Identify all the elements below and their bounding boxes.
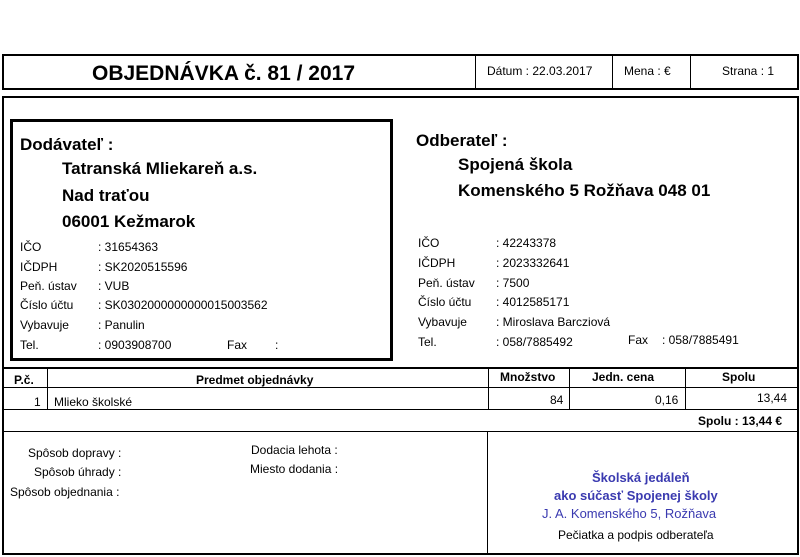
- customer-label: Číslo účtu: [418, 295, 472, 309]
- supplier-label: IČO: [20, 240, 42, 254]
- supplier-city: 06001 Kežmarok: [62, 212, 196, 231]
- customer-label: IČO: [418, 236, 440, 250]
- customer-value: : 2023332641: [496, 256, 570, 270]
- supplier-value: : VUB: [98, 279, 130, 293]
- supplier-name: Tatranská Mliekareň a.s.: [62, 159, 258, 178]
- signature-label: Pečiatka a podpis odberateľa: [558, 528, 714, 542]
- payment-label: Spôsob úhrady :: [34, 465, 122, 479]
- table-row-rule: [3, 409, 798, 410]
- col-header-total: Spolu: [722, 370, 756, 384]
- supplier-value: : 31654363: [98, 240, 159, 254]
- footer-divider: [487, 432, 488, 554]
- stamp-line-2: ako súčasť Spojenej školy: [554, 488, 718, 503]
- supplier-fax-value: :: [275, 338, 279, 352]
- customer-address: Komenského 5 Rožňava 048 01: [458, 181, 711, 200]
- customer-value: : 058/7885492: [496, 335, 573, 349]
- table-top-rule: [3, 367, 798, 369]
- col-header-item: Predmet objednávky: [196, 373, 314, 387]
- supplier-label: Tel.: [20, 338, 39, 352]
- header-divider-3: [690, 55, 691, 89]
- supplier-label: Číslo účtu: [20, 298, 74, 312]
- table-col-divider: [685, 368, 686, 409]
- supplier-value: : Panulin: [98, 318, 145, 332]
- table-col-divider: [47, 368, 48, 409]
- supplier-label: Peň. ústav: [20, 279, 77, 293]
- col-header-num: P.č.: [14, 373, 34, 387]
- customer-label: Vybavuje: [418, 315, 467, 329]
- header-divider-2: [612, 55, 613, 89]
- table-header-rule: [3, 387, 798, 388]
- header-divider-1: [475, 55, 476, 89]
- customer-fax-label: Fax: [628, 333, 649, 347]
- stamp-line-3: J. A. Komenského 5, Rožňava: [542, 506, 717, 521]
- supplier-label: IČDPH: [20, 260, 58, 274]
- customer-name: Spojená škola: [458, 155, 573, 174]
- col-header-qty: Množstvo: [500, 370, 556, 384]
- row-price: 0,16: [655, 393, 679, 407]
- row-total: 13,44: [757, 391, 788, 405]
- customer-label: Peň. ústav: [418, 276, 475, 290]
- customer-label: IČDPH: [418, 256, 456, 270]
- supplier-street: Nad traťou: [62, 186, 150, 205]
- supplier-value: : 0903908700: [98, 338, 172, 352]
- row-item: Mlieko školské: [54, 395, 133, 409]
- delivery-place-label: Miesto dodania :: [250, 462, 339, 476]
- customer-fax-value: : 058/7885491: [662, 333, 739, 347]
- customer-value: : 42243378: [496, 236, 557, 250]
- row-qty: 84: [550, 393, 564, 407]
- table-col-divider: [569, 368, 570, 409]
- delivery-term-label: Dodacia lehota :: [251, 443, 338, 457]
- ordering-label: Spôsob objednania :: [10, 485, 120, 499]
- order-date: Dátum : 22.03.2017: [487, 64, 593, 78]
- supplier-heading: Dodávateľ :: [20, 135, 114, 154]
- supplier-label: Vybavuje: [20, 318, 69, 332]
- row-num: 1: [34, 395, 41, 409]
- customer-value: : Miroslava Barcziová: [496, 315, 611, 329]
- table-col-divider: [488, 368, 489, 409]
- stamp-line-1: Školská jedáleň: [592, 470, 690, 485]
- page-title: OBJEDNÁVKA č. 81 / 2017: [92, 62, 356, 85]
- customer-heading: Odberateľ :: [416, 131, 508, 150]
- supplier-fax-label: Fax: [227, 338, 248, 352]
- table-sum: Spolu : 13,44 €: [698, 414, 783, 428]
- customer-value: : 7500: [496, 276, 530, 290]
- customer-value: : 4012585171: [496, 295, 570, 309]
- transport-label: Spôsob dopravy :: [28, 446, 122, 460]
- currency: Mena : €: [624, 64, 671, 78]
- col-header-price: Jedn. cena: [592, 370, 655, 384]
- customer-label: Tel.: [418, 335, 437, 349]
- supplier-value: : SK2020515596: [98, 260, 188, 274]
- page-number: Strana : 1: [722, 64, 775, 78]
- supplier-value: : SK0302000000000015003562: [98, 298, 268, 312]
- table-sum-rule: [3, 431, 798, 432]
